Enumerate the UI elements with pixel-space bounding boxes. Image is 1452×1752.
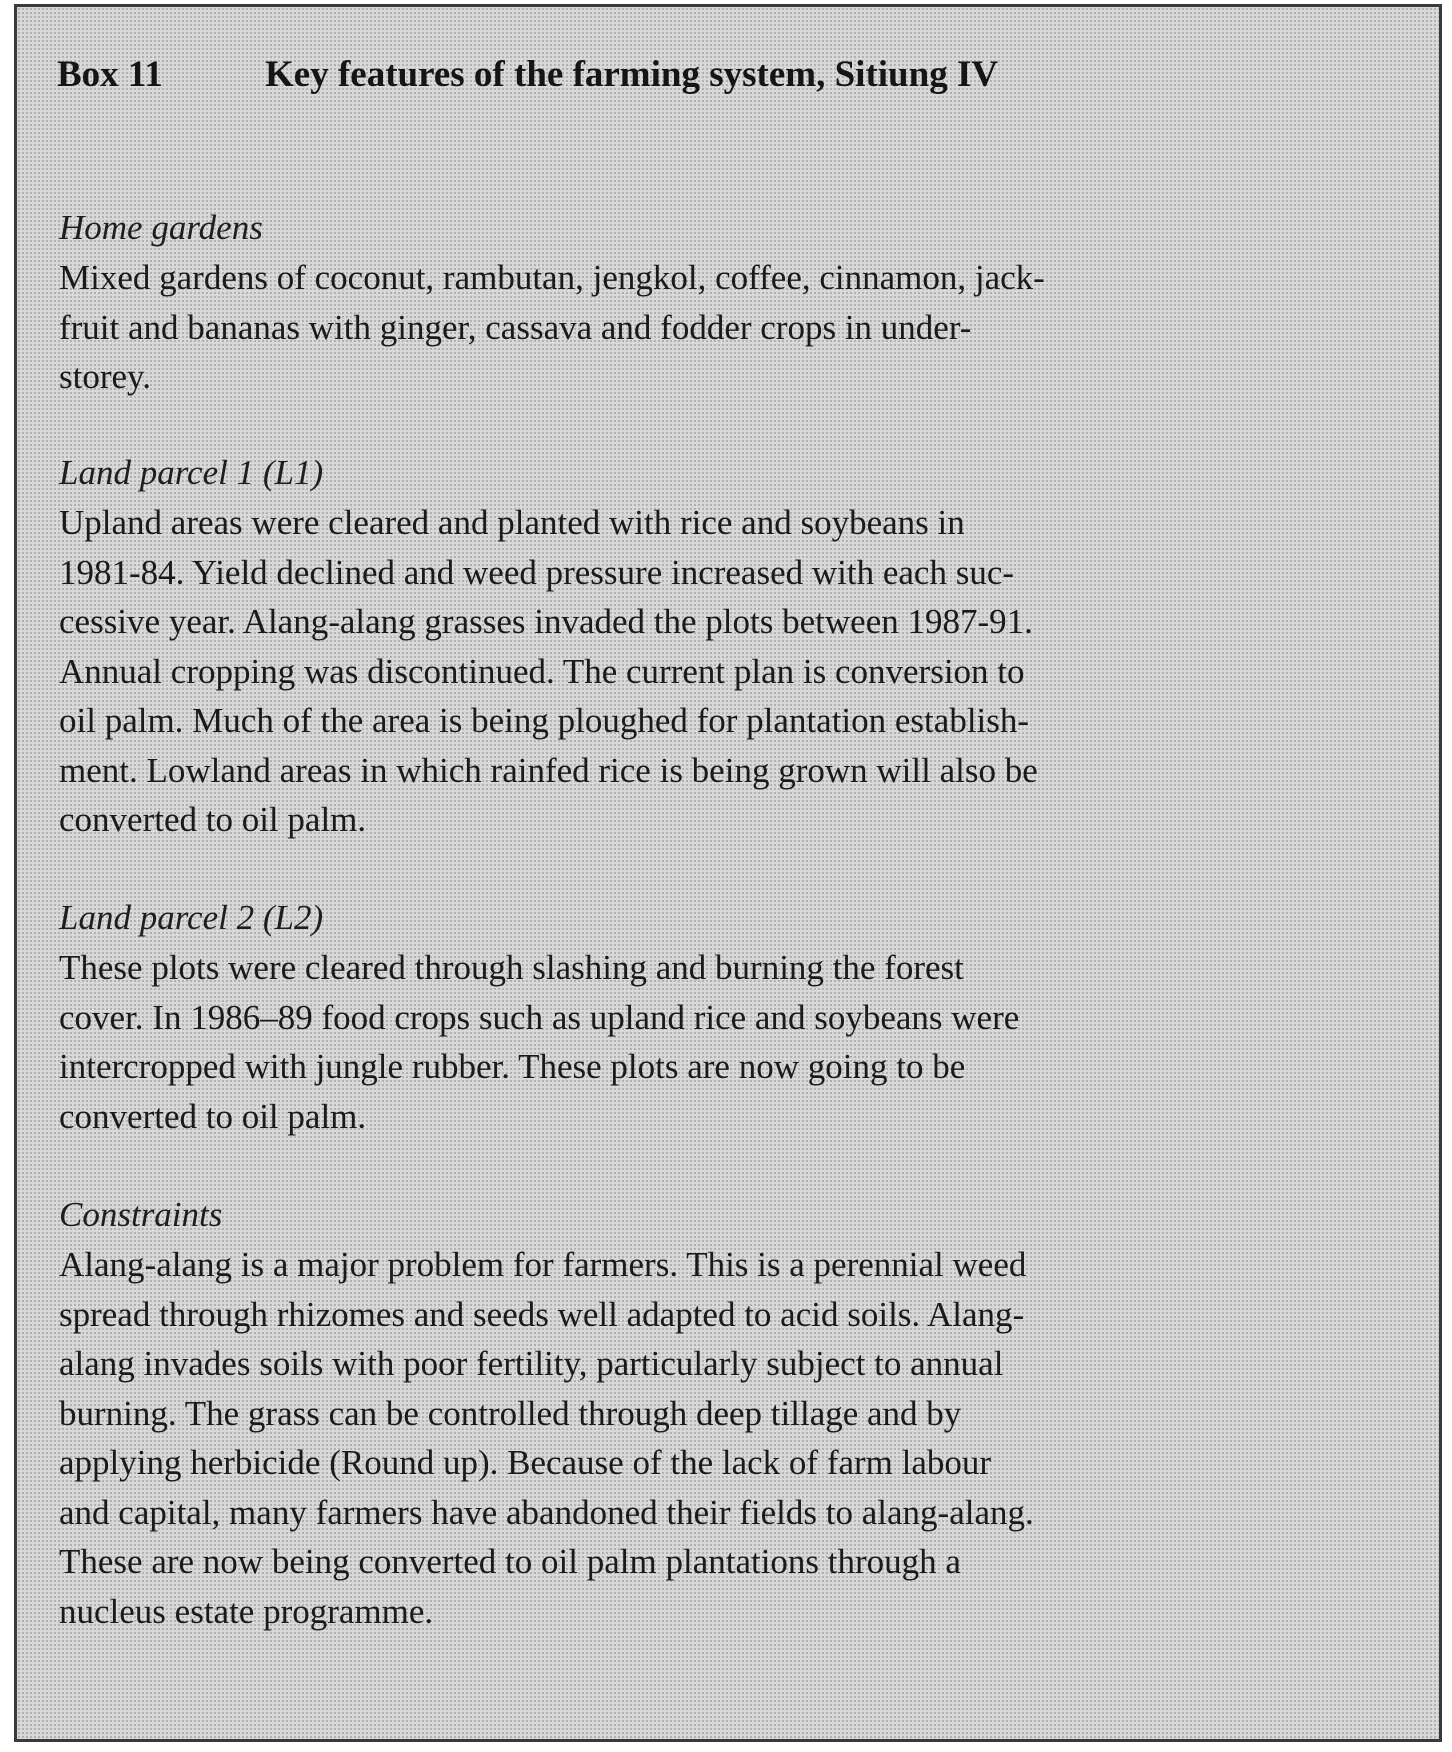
body-line: burning. The grass can be controlled through deep tillage and by [59,1393,962,1433]
section-heading: Home gardens [59,208,263,247]
body-line: cover. In 1986–89 food crops such as upland rice and soybeans were [59,997,1020,1037]
body-line: Mixed gardens of coconut, rambutan, jengkol, coffee, cinnamon, jack- [59,258,1045,297]
body-line: 1981-84. Yield declined and weed pressure increased with each suc- [59,552,1015,592]
body-line: cessive year. Alang-alang grasses invaded the plots between 1987-91. [59,602,1033,641]
body-line: alang invades soils with poor fertility, particularly subject to annual [59,1344,1004,1383]
section-body [59,498,1419,845]
section-land-parcel-2 [59,893,1419,1141]
info-box [14,4,1442,1742]
body-line: Upland areas were cleared and planted with rice and soybeans in [59,503,965,542]
section-heading: Land parcel 1 (L1) [59,453,324,492]
section-home-gardens [59,203,1419,402]
body-line: These are now being converted to oil palm plantations through a [59,1542,961,1581]
body-line: spread through rhizomes and seeds well adapted to acid soils. Alang- [59,1294,1025,1334]
body-line: intercropped with jungle rubber. These plots are now going to be [59,1047,966,1086]
box-title-text: Key features of the farming system, Sitiung IV [265,54,999,95]
body-line: Alang-alang is a major problem for farmers. This is a perennial weed [59,1245,1027,1284]
body-line: fruit and bananas with ginger, cassava and fodder crops in under- [59,307,972,347]
body-line: oil palm. Much of the area is being ploughed for plantation establish- [59,701,1030,740]
section-land-parcel-1 [59,448,1419,845]
section-body [59,253,1419,402]
box-title [57,51,998,99]
body-line: These plots were cleared through slashing and burning the forest [59,948,964,987]
section-body [59,943,1419,1141]
body-line: Annual cropping was discontinued. The current plan is conversion to [59,651,1025,691]
section-heading: Land parcel 2 (L2) [59,898,324,937]
body-line: applying herbicide (Round up). Because of the lack of farm labour [59,1443,992,1482]
body-line: and capital, many farmers have abandoned their fields to alang-alang. [59,1492,1034,1532]
section-heading: Constraints [59,1195,223,1234]
box-label: Box 11 [57,54,163,95]
body-line: converted to oil palm. [59,800,367,839]
body-line: storey. [59,357,152,396]
section-constraints [59,1190,1419,1636]
body-line: nucleus estate programme. [59,1591,434,1631]
section-body [59,1240,1419,1636]
body-line: ment. Lowland areas in which rainfed rice is being grown will also be [59,750,1038,790]
body-line: converted to oil palm. [59,1096,367,1136]
